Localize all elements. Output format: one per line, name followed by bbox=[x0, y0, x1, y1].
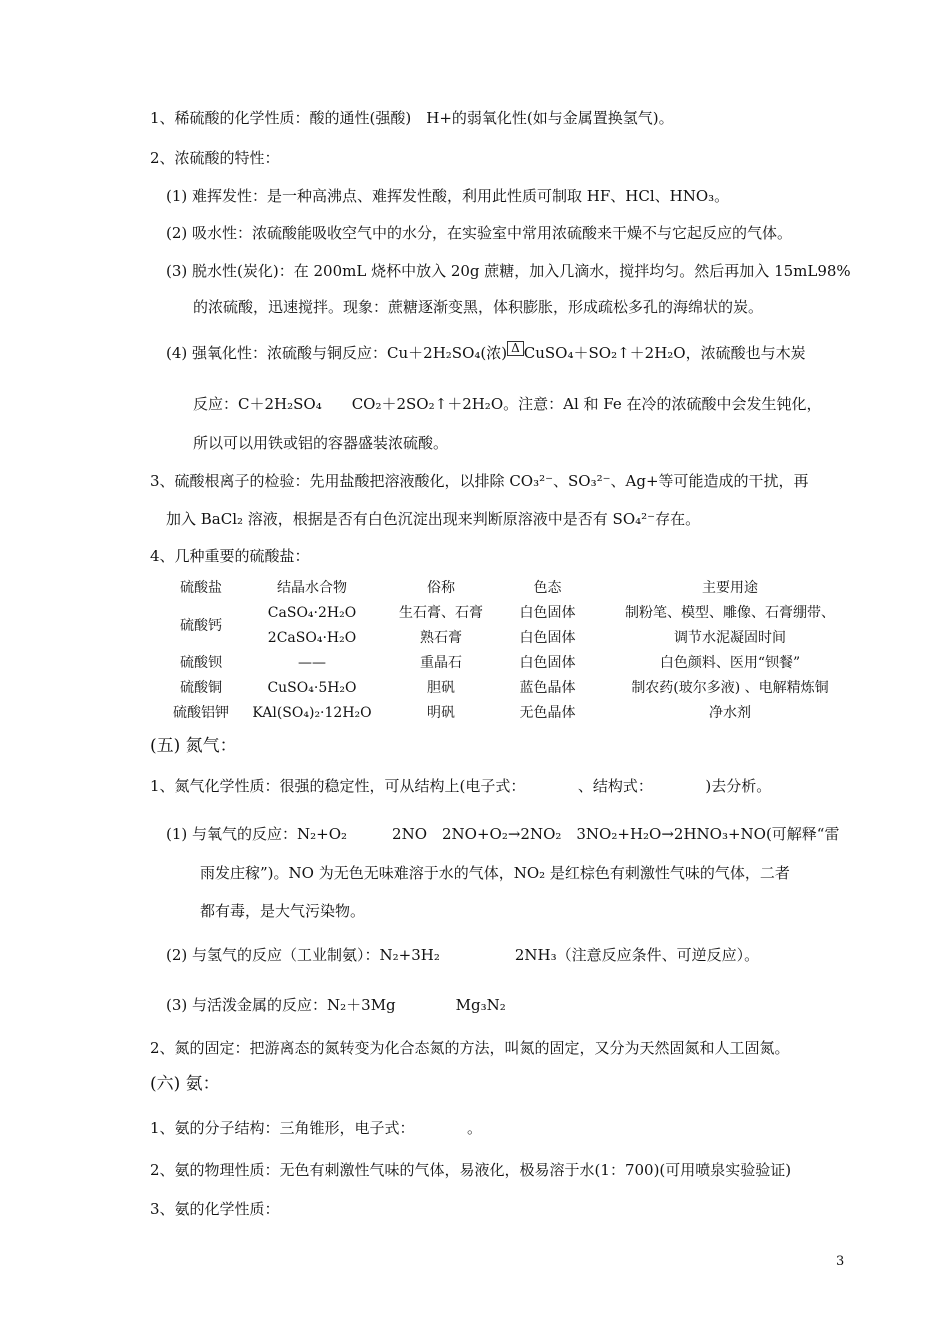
table-cell: 蓝色晶体 bbox=[519, 680, 576, 696]
nitrogen-oxygen-line1: (1) 与氧气的反应：N₂+O₂ 2NO 2NO+O₂→2NO₂ 3NO₂+H₂O→2HNO₃+NO(可解释“雷 bbox=[166, 825, 840, 843]
table-cell: —— bbox=[298, 655, 326, 671]
table-cell: 重晶石 bbox=[420, 655, 462, 671]
sulfate-test-line2: 加入 BaCl₂ 溶液，根据是否有白色沉淀出现来判断原溶液中是否有 SO₄²⁻存在。 bbox=[166, 510, 701, 528]
nitrogen-oxygen-line3: 都有毒，是大气污染物。 bbox=[200, 902, 366, 920]
sulfate-test-line1: 3、硫酸根离子的检验：先用盐酸把溶液酸化，以排除 CO₃²⁻、SO₃²⁻、Ag+等可能造成的干扰，再 bbox=[150, 472, 809, 490]
hygroscopic-item: (2) 吸水性：浓硫酸能吸收空气中的水分，在实验室中常用浓硫酸来干燥不与它起反应的气体。 bbox=[166, 224, 793, 242]
oxidizing-equation-right: CuSO₄＋SO₂↑＋2H₂O，浓硫酸也与木炭 bbox=[523, 344, 806, 362]
sulfuric-dilute-properties: 1、稀硫酸的化学性质：酸的通性(强酸) H+的弱氧化性(如与金属置换氢气)。 bbox=[150, 109, 674, 127]
oxidizing-item-line1 bbox=[166, 343, 806, 363]
ammonia-physical: 2、氨的物理性质：无色有刺激性气味的气体，易液化，极易溶于水(1：700)(可用喷泉实验验证) bbox=[150, 1161, 792, 1179]
section-nitrogen-heading: (五) 氮气： bbox=[150, 736, 237, 756]
table-row bbox=[160, 676, 865, 701]
oxidizing-item-line3: 所以可以用铁或铝的容器盛装浓硫酸。 bbox=[193, 434, 449, 452]
table-cell: KAl(SO₄)₂·12H₂O bbox=[252, 705, 372, 721]
dehydration-item-line2: 的浓硫酸，迅速搅拌。现象：蔗糖逐渐变黑，体积膨胀，形成疏松多孔的海绵状的炭。 bbox=[193, 298, 764, 316]
nitrogen-fixation: 2、氮的固定：把游离态的氮转变为化合态氮的方法，叫氮的固定，又分为天然固氮和人工固氮。 bbox=[150, 1039, 790, 1057]
oxidizing-item-line2: 反应：C＋2H₂SO₄ CO₂＋2SO₂↑＋2H₂O。注意：Al 和 Fe 在冷的浓硫酸中会发生钝化， bbox=[193, 395, 822, 413]
table-cell: 生石膏、石膏 bbox=[399, 605, 483, 621]
section-ammonia-heading: (六) 氨： bbox=[150, 1074, 220, 1094]
sulfate-salts-table bbox=[160, 576, 865, 726]
heat-condition-box: Δ bbox=[507, 341, 524, 356]
table-header-cell: 结晶水合物 bbox=[277, 580, 347, 596]
table-cell: 硫酸铝钾 bbox=[173, 705, 229, 721]
nitrogen-metal-item: (3) 与活泼金属的反应：N₂＋3Mg Mg₃N₂ bbox=[166, 996, 506, 1014]
table-header-cell: 主要用途 bbox=[702, 580, 758, 596]
table-cell: 净水剂 bbox=[709, 705, 751, 721]
sulfate-salts-heading: 4、几种重要的硫酸盐： bbox=[150, 547, 310, 565]
table-cell: 胆矾 bbox=[427, 680, 455, 696]
table-cell: CaSO₄·2H₂O bbox=[267, 605, 357, 621]
ammonia-structure: 1、氨的分子结构：三角锥形，电子式： 。 bbox=[150, 1119, 483, 1137]
table-cell: 白色固体 bbox=[519, 605, 576, 621]
table-cell: 白色颜料、医用“钡餐” bbox=[659, 655, 801, 671]
table-cell: CuSO₄·5H₂O bbox=[267, 680, 357, 696]
table-row bbox=[160, 601, 865, 626]
nitrogen-oxygen-line2: 雨发庄稼”)。NO 为无色无味难溶于水的气体，NO₂ 是红棕色有刺激性气味的气体，二者 bbox=[200, 864, 790, 882]
table-cell: 白色固体 bbox=[519, 655, 576, 671]
nitrogen-properties: 1、氮气化学性质：很强的稳定性，可从结构上(电子式： 、结构式： )去分析。 bbox=[150, 777, 772, 795]
nonvolatility-item: (1) 难挥发性：是一种高沸点、难挥发性酸，利用此性质可制取 HF、HCl、HNO₃。 bbox=[166, 187, 730, 205]
table-cell: 硫酸铜 bbox=[180, 680, 222, 696]
table-cell: 调节水泥凝固时间 bbox=[674, 630, 786, 646]
nitrogen-hydrogen-item: (2) 与氢气的反应（工业制氨）：N₂+3H₂ 2NH₃（注意反应条件、可逆反应）。 bbox=[166, 946, 760, 964]
table-cell: 制粉笔、模型、雕像、石膏绷带、 bbox=[625, 605, 835, 621]
table-row bbox=[160, 626, 865, 651]
table-row bbox=[160, 701, 865, 726]
table-cell: 熟石膏 bbox=[420, 630, 462, 646]
table-cell: 硫酸钡 bbox=[180, 655, 222, 671]
dehydration-item-line1: (3) 脱水性(炭化)：在 200mL 烧杯中放入 20g 蔗糖，加入几滴水，搅拌均匀。然后再加入 15mL98% bbox=[166, 262, 851, 280]
concentrated-sulfuric-heading: 2、浓硫酸的特性： bbox=[150, 149, 280, 167]
table-header-row bbox=[160, 576, 865, 601]
table-header-cell: 色态 bbox=[533, 580, 562, 596]
table-cell: 硫酸钙 bbox=[180, 617, 222, 634]
ammonia-chemical-heading: 3、氨的化学性质： bbox=[150, 1200, 280, 1218]
table-header-cell: 硫酸盐 bbox=[180, 580, 222, 596]
page-number: 3 bbox=[836, 1254, 845, 1269]
table-cell: 明矾 bbox=[427, 705, 455, 721]
table-cell: 无色晶体 bbox=[519, 705, 576, 721]
table-cell: 白色固体 bbox=[519, 630, 576, 646]
table-cell: 制农药(玻尔多液) 、电解精炼铜 bbox=[631, 680, 829, 696]
table-cell: 2CaSO₄·H₂O bbox=[267, 630, 357, 646]
table-row bbox=[160, 651, 865, 676]
table-header-cell: 俗称 bbox=[427, 580, 455, 596]
oxidizing-equation-left: (4) 强氧化性：浓硫酸与铜反应：Cu＋2H₂SO₄(浓) bbox=[166, 344, 508, 362]
